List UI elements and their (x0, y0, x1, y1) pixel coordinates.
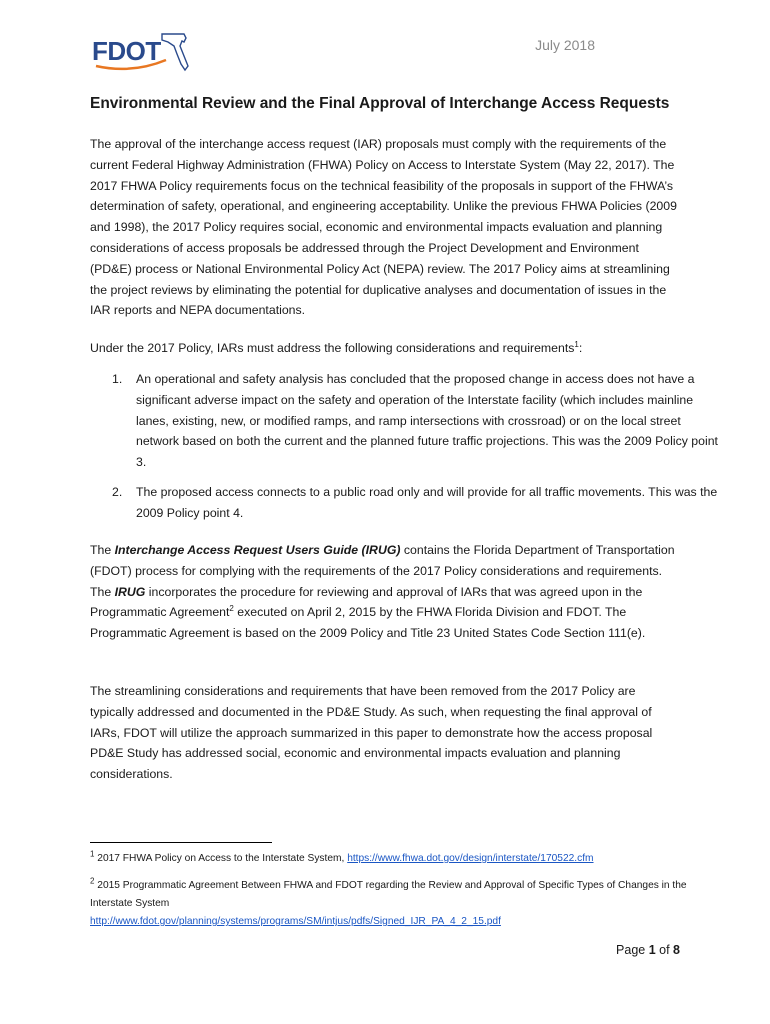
footnote-link[interactable]: http://www.fdot.gov/planning/systems/programs/SM/intjus/pdfs/Signed_IJR_PA_4_2_15.pdf (90, 916, 501, 927)
page-total: 8 (673, 943, 680, 957)
paragraph-text: Under the 2017 Policy, IARs must address the following considerations and requirements (90, 341, 575, 355)
list-number: 1. (112, 372, 123, 386)
paragraph-considerations (90, 338, 680, 359)
footnote-text: 2015 Programmatic Agreement Between FHWA and FDOT regarding the Review and Approval of Specific Types of Changes in the Interstate System (90, 880, 687, 909)
footnote-divider (90, 842, 272, 843)
footnote-1 (90, 850, 690, 868)
paragraph-intro: The approval of the interchange access request (IAR) proposals must comply with the requirements of the current Federal Highway Administration (FHWA) Policy on Access to Interstate System (May 22, 2017). The 2017 FHWA Policy requirements focus on the technical feasibility of the proposals in support of the FHWA’s determination of safety, operational, and engineering acceptability. Unlike the previous FHWA Policies (2009 and 1998), the 2017 Policy requires social, economic and environmental impacts evaluation and planning considerations of access proposals be addressed through the Project Development and Environment (PD&E) process or National Environmental Policy Act (NEPA) review. The 2017 Policy aims at streamlining the project reviews by eliminating the potential for duplicative analyses and documentation of issues in the IAR reports and NEPA documentations. (90, 137, 677, 318)
paragraph-streamlining: The streamlining considerations and requirements that have been removed from the 2017 Policy are typically addressed and documented in the PD&E Study. As such, when requesting the final approval of IARs, FDOT will utilize the approach summarized in this paper to demonstrate how the access proposal PD&E Study has addressed social, economic and environmental impacts evaluation and planning considerations. (90, 684, 653, 782)
page-title: Environmental Review and the Final Approval of Interchange Access Requests (90, 95, 670, 112)
footnote-2 (90, 877, 690, 931)
paragraph-text: executed on April 2, 2015 by the FHWA Florida Division and FDOT. The Programmatic Agreement is based on the 2009 Policy and Title 23 United States Code Section 111(e). (90, 605, 646, 641)
logo-text: FDOT (92, 36, 161, 66)
footnote-ref[interactable]: 1 (574, 339, 579, 349)
page-of: of (655, 943, 674, 957)
footnote-number: 1 (90, 849, 95, 859)
list-number: 2. (112, 485, 123, 499)
page-number (616, 943, 680, 957)
irug-emphasis: IRUG (114, 584, 146, 599)
list-item (90, 482, 726, 524)
document-date: July 2018 (535, 37, 595, 53)
footnote-link[interactable]: https://www.fhwa.dot.gov/design/interstate/170522.cfm (347, 853, 594, 864)
footnote-number: 2 (90, 876, 95, 886)
irug-title-emphasis: Interchange Access Request Users Guide (IRUG) (114, 543, 401, 557)
page-current: 1 (648, 943, 656, 957)
fdot-logo (92, 30, 192, 72)
paragraph-text: contains the Florida Department of Transportation (FDOT) process for complying with the requirements of the 2017 Policy considerations and requirements. The (90, 543, 675, 599)
footnote-text: 2017 FHWA Policy on Access to the Interstate System, (94, 853, 348, 864)
list-item-text: An operational and safety analysis has concluded that the proposed change in access does not have a significant adverse impact on the safety and operation of the Interstate facility (which includes mainline lanes, existing, new, or modified ramps, and ramp intersections with crossroad) or on the local street network based on both the current and the planned future traffic projections. This was the 2009 Policy point 3. (136, 372, 718, 470)
page-label: Page (616, 943, 649, 957)
paragraph-text: incorporates the procedure for reviewing and approval of IARs that was agreed upon in the Programmatic Agreement (90, 584, 643, 620)
paragraph-text: The (90, 543, 115, 557)
list-item (90, 369, 726, 473)
paragraph-text-end: : (578, 341, 583, 355)
paragraph-irug (90, 540, 680, 644)
footnote-ref[interactable]: 2 (229, 604, 234, 614)
list-item-text: The proposed access connects to a public road only and will provide for all traffic movements. This was the 2009 Policy point 4. (136, 485, 718, 520)
